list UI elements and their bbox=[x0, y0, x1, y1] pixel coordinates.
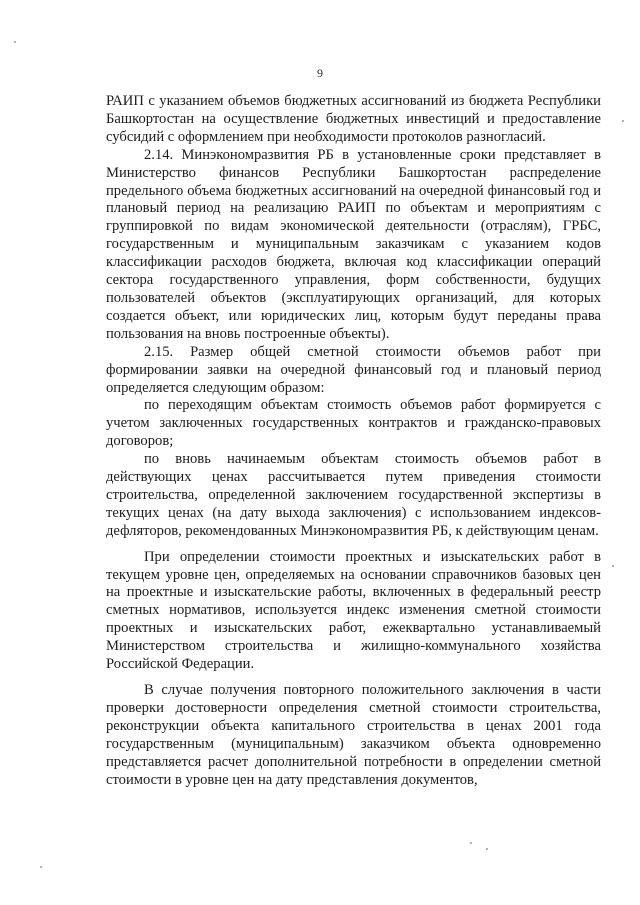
page-number: 9 bbox=[317, 66, 323, 80]
scan-speck bbox=[612, 565, 614, 567]
paragraph-repeat-conclusion: В случае получения повторного положительного заключения в части проверки достоверности определения сметной стоимости строительства, реконструкции объекта капитального строительства в ценах 2001 года государственным (муниципальным) заказчиком объекта одновременно представляется расчет дополнительной потребности в определении сметной стоимости в уровне цен на дату представления документов, bbox=[106, 682, 601, 788]
paragraph-2-14: 2.14. Минэкономразвития РБ в установленные сроки представляет в Министерство финансов Республики Башкортостан распределение предельного объема бюджетных ассигнований на очередной финансовый год и плановый период на реализацию РАИП по объектам и мероприятиям с группировкой по видам экономической деятельности (отраслям), ГРБС, государственным и муниципальным заказчикам с указанием кодов классификации расходов бюджета, включая код классификации операций сектора государственного управления, форм собственности, будущих пользователей объектов (эксплуатирующих организаций, для которых создается объект, или юридических лиц, которым будут переданы права пользования на вновь построенные объекты). bbox=[106, 146, 601, 342]
scan-speck bbox=[486, 848, 488, 850]
scan-speck bbox=[622, 120, 624, 122]
paragraph-2-15: 2.15. Размер общей сметной стоимости объемов работ при формировании заявки на очередной финансовый год и плановый период определяется следующим образом: bbox=[106, 343, 601, 396]
paragraph-transitional-objects: по переходящим объектам стоимость объемов работ формируется с учетом заключенных государственных контрактов и гражданско-правовых договоров; bbox=[106, 397, 601, 450]
scan-speck bbox=[40, 866, 42, 868]
scan-speck bbox=[470, 842, 472, 844]
paragraph-new-objects: по вновь начинаемым объектам стоимость объемов работ в действующих ценах рассчитывается путем приведения стоимости строительства, определенной заключением государственной экспертизы в текущих ценах (на дату выхода заключения) с использованием индексов-дефляторов, рекомендованных Минэкономразвития РБ, к действующим ценам. bbox=[106, 451, 601, 539]
paragraph-design-survey-costs: При определении стоимости проектных и изыскательских работ в текущем уровне цен, определяемых на основании справочников базовых цен на проектные и изыскательские работы, включенных в федеральный реестр сметных нормативов, используется индекс изменения сметной стоимости проектных и изыскательских работ, ежеквартально устанавливаемый Министерством строительства и жилищно-коммунального хозяйства Российской Федерации. bbox=[106, 548, 601, 673]
document-body bbox=[106, 93, 601, 789]
paragraph-continuation-raip: РАИП с указанием объемов бюджетных ассигнований из бюджета Республики Башкортостан на осуществление бюджетных инвестиций и предоставление субсидий с оформлением при необходимости протоколов разногласий. bbox=[106, 93, 601, 145]
scan-speck bbox=[14, 41, 16, 43]
